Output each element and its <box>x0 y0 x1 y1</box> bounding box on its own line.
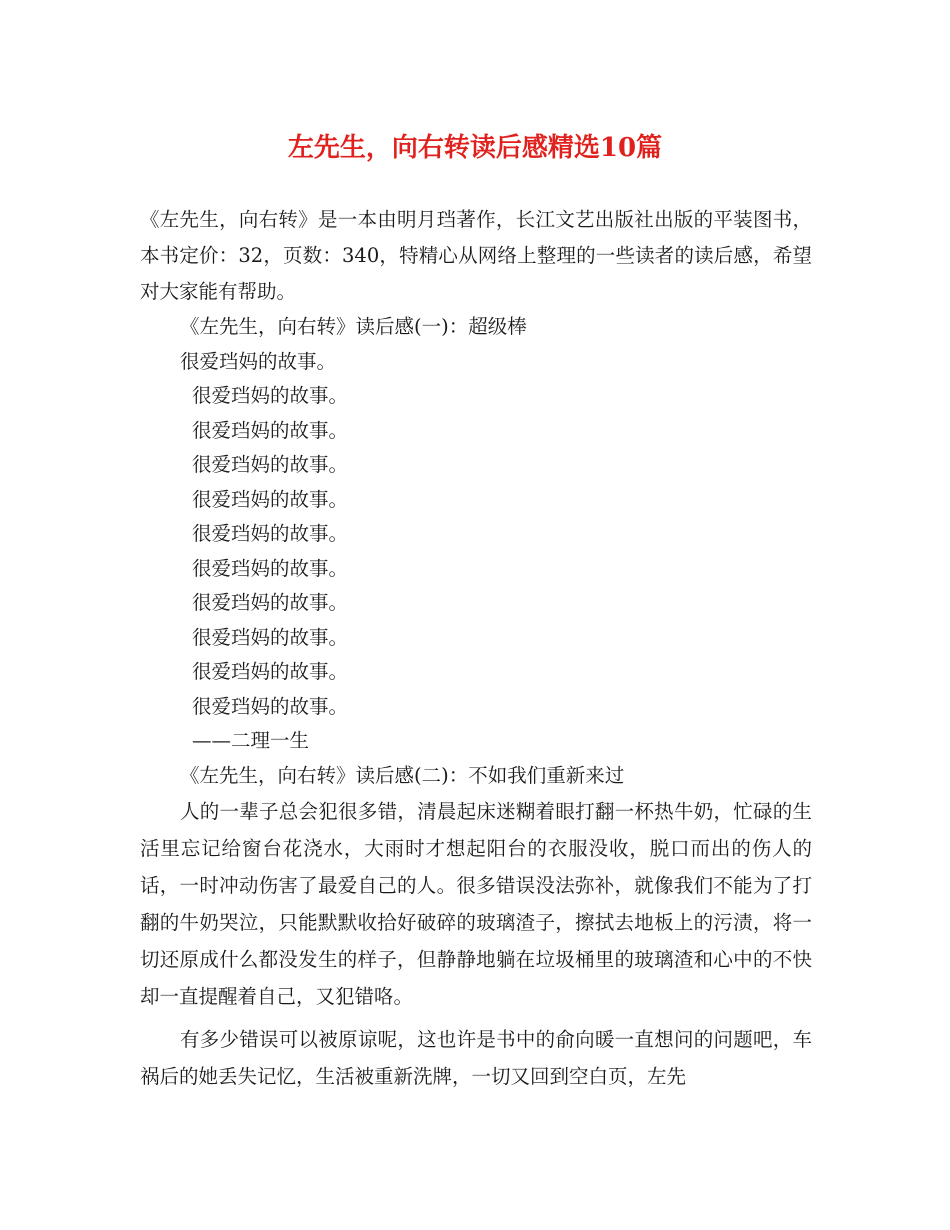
review-1-line: 很爱珰妈的故事。 <box>192 384 349 407</box>
review-2-paragraph: 人的一辈子总会犯很多错，清晨起床迷糊着眼打翻一杯热牛奶，忙碌的生活里忘记给窗台花浇水，大雨时才想起阳台的衣服没收，脱口而出的伤人的话，一时冲动伤害了最爱自己的人。很多错误没法弥补，就像我们不能为了打翻的牛奶哭泣，只能默默收拾好破碎的玻璃渣子，擦拭去地板上的污渍，将一切还原成什么都没发生的样子，但静静地躺在垃圾桶里的玻璃渣和心中的不快却一直提醒着自己，又犯错咯。 <box>140 800 812 1008</box>
review-1-line: 很爱珰妈的故事。 <box>192 625 349 649</box>
review-1-line: 很爱珰妈的故事。 <box>192 556 349 580</box>
review-2-paragraph: 有多少错误可以被原谅呢，这也许是书中的俞向暖一直想问的问题吧，车祸后的她丢失记忆，生活被重新洗牌，一切又回到空白页，左先 <box>140 1028 812 1088</box>
review-1-line: 很爱珰妈的故事。 <box>192 522 349 545</box>
review-1-signature: ——二理一生 <box>192 729 310 752</box>
review-1-line: 很爱珰妈的故事。 <box>192 487 349 511</box>
document-body <box>140 202 812 1095</box>
review-1-heading: 《左先生，向右转》读后感(一)：超级棒 <box>180 315 527 338</box>
review-1-line: 很爱珰妈的故事。 <box>192 694 349 718</box>
review-1-line: 很爱珰妈的故事。 <box>180 349 337 373</box>
review-1-line: 很爱珰妈的故事。 <box>192 591 349 614</box>
review-1-line: 很爱珰妈的故事。 <box>192 453 349 476</box>
document-title: 左先生，向右转读后感精选10篇 <box>287 133 663 163</box>
review-2-heading: 《左先生，向右转》读后感(二)：不如我们重新来过 <box>180 763 625 787</box>
review-1-line: 很爱珰妈的故事。 <box>192 660 349 683</box>
intro-paragraph: 《左先生，向右转》是一本由明月珰著作，长江文艺出版社出版的平装图书，本书定价：32，页数：340，特精心从网络上整理的一些读者的读后感，希望对大家能有帮助。 <box>140 208 812 303</box>
review-1-line: 很爱珰妈的故事。 <box>192 418 349 442</box>
